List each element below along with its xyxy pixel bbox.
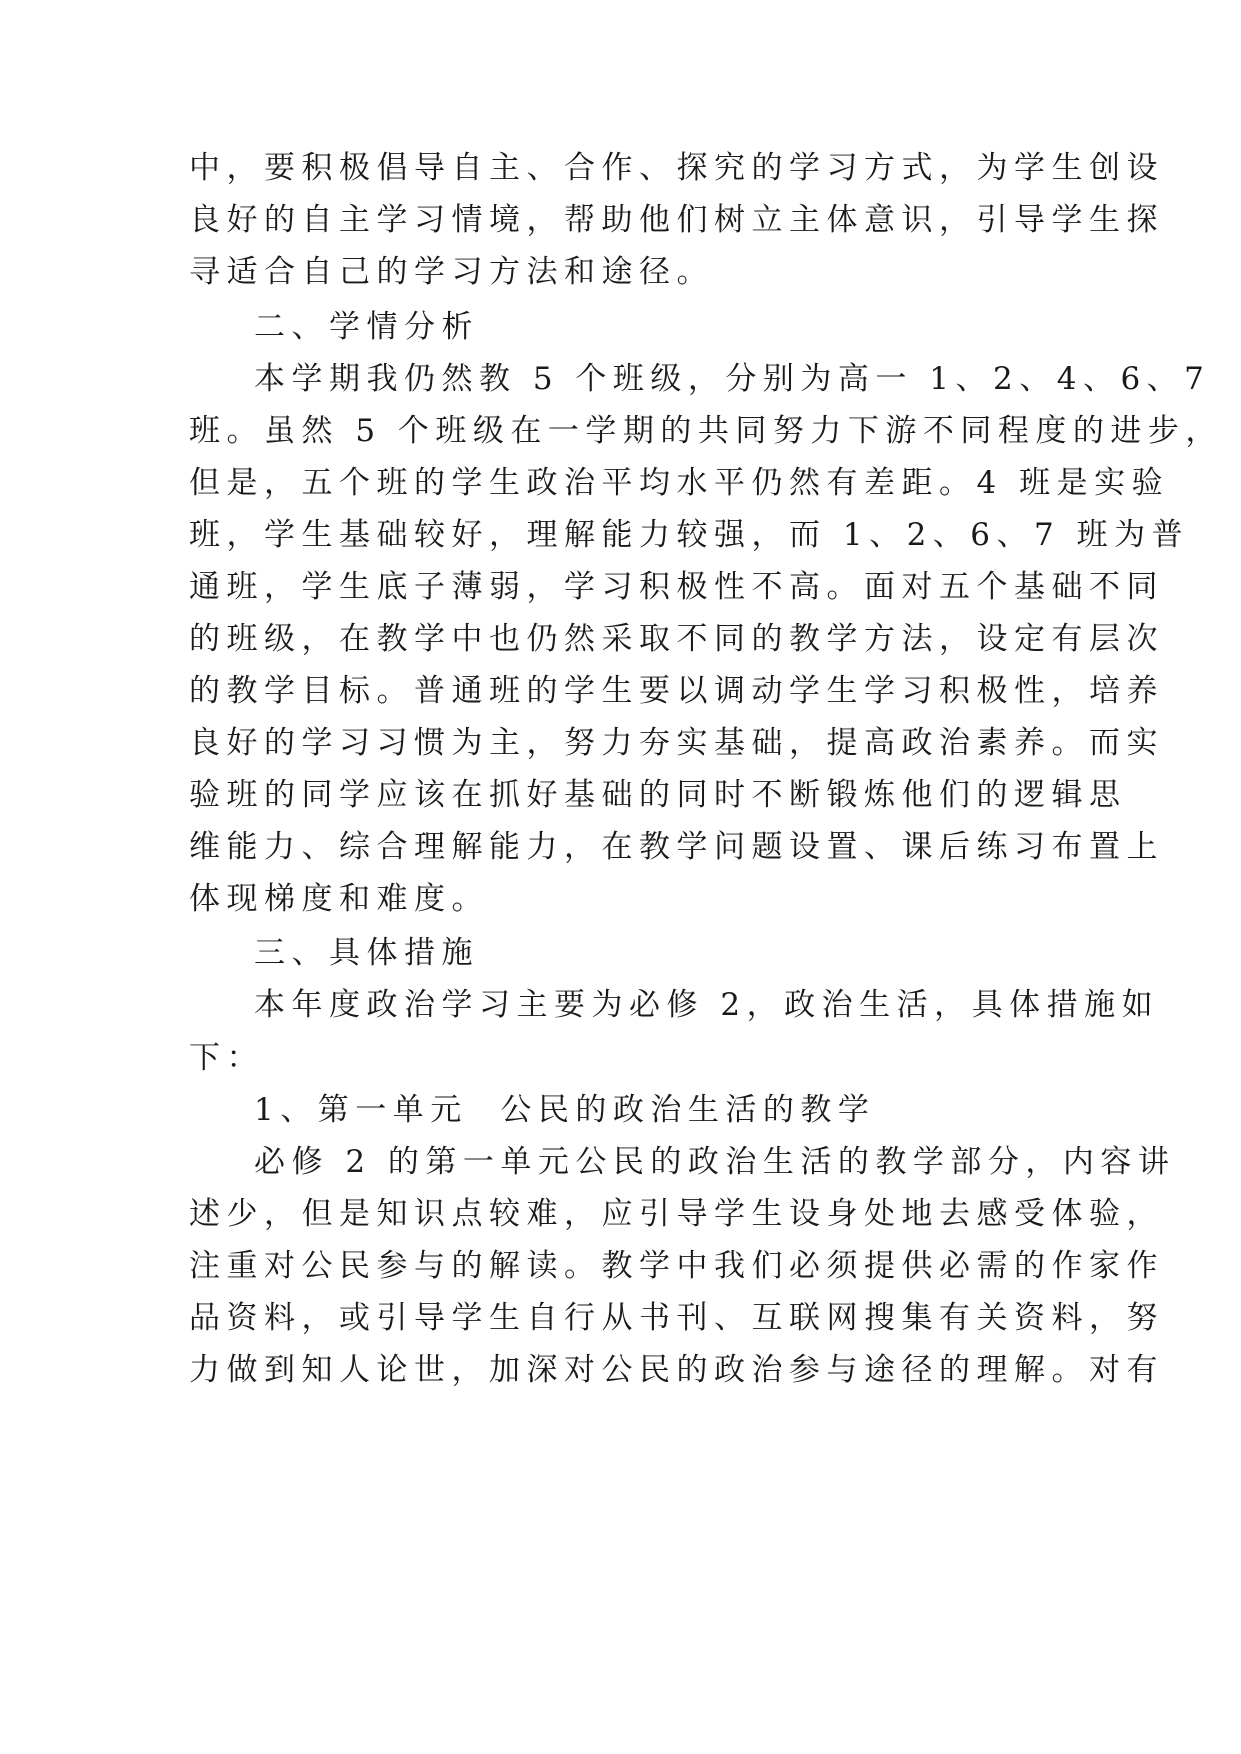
text-line: 良好的自主学习情境，帮助他们树立主体意识，引导学生探 [189,202,1164,238]
text-line: 品资料，或引导学生自行从书刊、互联网搜集有关资料，努 [189,1300,1164,1336]
text-line: 下： [189,1040,264,1076]
text-line: 本年度政治学习主要为必修 2，政治生活，具体措施如 [254,987,1160,1023]
text-line: 的班级，在教学中也仍然采取不同的教学方法，设定有层次 [189,621,1164,657]
text-line: 体现梯度和难度。 [189,881,489,917]
text-line: 必修 2 的第一单元公民的政治生活的教学部分，内容讲 [254,1144,1176,1180]
text-line: 但是，五个班的学生政治平均水平仍然有差距。4 班是实验 [189,465,1170,501]
text-line: 验班的同学应该在抓好基础的同时不断锻炼他们的逻辑思 [189,777,1127,813]
text-line: 述少，但是知识点较难，应引导学生设身处地去感受体验， [189,1196,1164,1232]
text-line: 维能力、综合理解能力，在教学问题设置、课后练习布置上 [189,829,1164,865]
text-line: 的教学目标。普通班的学生要以调动学生学习积极性，培养 [189,673,1164,709]
text-line: 班。虽然 5 个班级在一学期的共同努力下游不同程度的进步， [189,413,1223,449]
text-line: 注重对公民参与的解读。教学中我们必须提供必需的作家作 [189,1248,1164,1284]
subsection-heading: 1、第一单元 公民的政治生活的教学 [254,1092,876,1128]
text-line: 良好的学习习惯为主，努力夯实基础，提高政治素养。而实 [189,725,1164,761]
section-heading: 二、学情分析 [254,309,479,345]
text-line: 力做到知人论世，加深对公民的政治参与途径的理解。对有 [189,1352,1164,1388]
text-line: 本学期我仍然教 5 个班级，分别为高一 1、2、4、6、7 [254,361,1211,397]
text-line: 班，学生基础较好，理解能力较强，而 1、2、6、7 班为普 [189,517,1190,553]
text-line: 寻适合自己的学习方法和途径。 [189,254,714,290]
section-heading: 三、具体措施 [254,935,479,971]
text-line: 中，要积极倡导自主、合作、探究的学习方式，为学生创设 [189,150,1164,186]
text-line: 通班，学生底子薄弱，学习积极性不高。面对五个基础不同 [189,569,1164,605]
